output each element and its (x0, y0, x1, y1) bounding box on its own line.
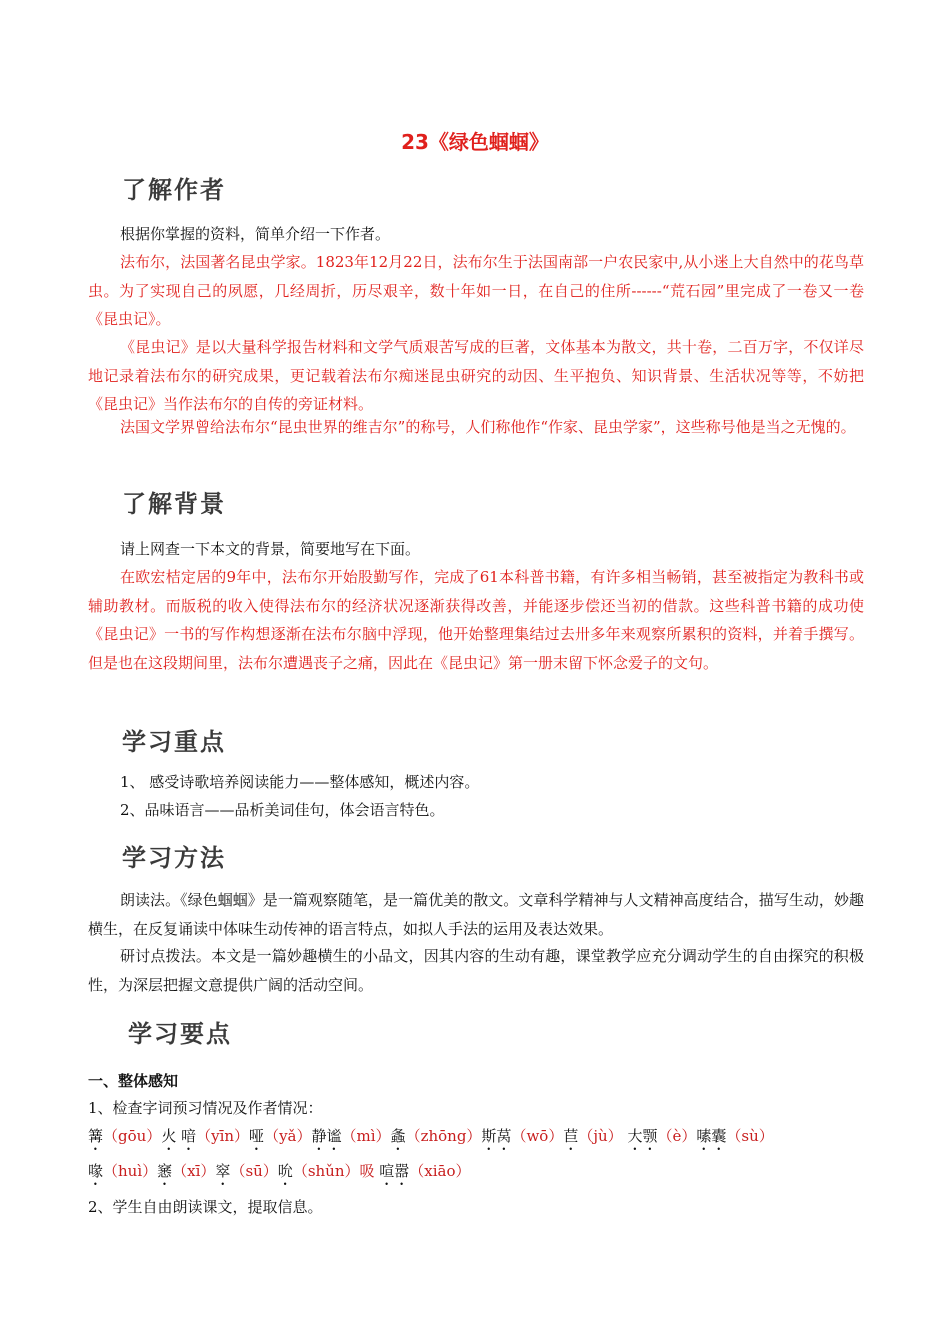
vocab-pinyin: （yīn） (196, 1127, 250, 1145)
vocab-pinyin: （sù） (726, 1127, 774, 1145)
vocab-char: 嗉 (696, 1127, 712, 1145)
method-paragraph-1: 朗读法。《绿色蝈蝈》是一篇观察随笔，是一篇优美的散文。文章科学精神与人文精神高度结合，描写生动，妙趣横生，在反复诵读中体味生动传神的语言特点，如拟人手法的运用及表达效果。 (88, 891, 864, 938)
vocab-pinyin: （wō） (511, 1127, 564, 1145)
author-paragraph-2: 《昆虫记》是以大量科学报告材料和文学气质艰苦写成的巨著，文体基本为散文，共十卷，二百万字，不仅详尽地记录着法布尔的研究成果，更记载着法布尔痴迷昆虫研究的动因、生平抱负、知识背景、生活状况等等，不妨把《昆虫记》当作法布尔的自传的旁证材料。 (88, 338, 864, 413)
vocab-line-1 (88, 1125, 774, 1154)
vocab-char: 嚣 (394, 1162, 410, 1180)
vocab-char: 火 (161, 1127, 182, 1145)
points-item-2: 2、学生自由朗读课文，提取信息。 (88, 1198, 323, 1216)
vocab-pinyin: （shǔn）吸 (292, 1162, 380, 1180)
vocab-char: 谧 (326, 1127, 342, 1145)
vocab-char: 囊 (711, 1127, 727, 1145)
vocab-char: 螽 (390, 1127, 406, 1145)
vocab-char: 篝 (88, 1127, 104, 1145)
vocab-char: 大 (627, 1127, 643, 1145)
author-paragraph-3: 法国文学界曾给法布尔“昆虫世界的维吉尔”的称号，人们称他作“作家、昆虫学家”，这些称号他是当之无愧的。 (120, 418, 856, 436)
vocab-pinyin: （zhōng） (405, 1127, 482, 1145)
vocab-pinyin: （xī） (172, 1162, 216, 1180)
vocab-char: 窸 (157, 1162, 173, 1180)
heading-points: 学习要点 (128, 1019, 232, 1048)
vocab-pinyin: （gōu） (103, 1127, 162, 1145)
vocab-char: 斯 (481, 1127, 497, 1145)
vocab-char: 哑 (249, 1127, 265, 1145)
vocab-char: 苣 (563, 1127, 579, 1145)
focus-item-2: 2、品味语言——品析美词佳句，体会语言特色。 (120, 801, 445, 819)
vocab-char: 颚 (642, 1127, 658, 1145)
vocab-pinyin: （huì） (103, 1162, 158, 1180)
section-overall-perception: 一、整体感知 (88, 1072, 179, 1090)
heading-author: 了解作者 (122, 175, 226, 204)
heading-focus: 学习重点 (122, 727, 226, 756)
background-paragraph: 在欧宏桔定居的9年中，法布尔开始股勤写作，完成了61本科普书籍，有许多相当畅销，甚至被指定为教科书或辅助教材。而版税的收入使得法布尔的经济状况逐渐获得改善，并能逐步偿还当初的借款。这些科普书籍的成功使《昆虫记》一书的写作构想逐渐在法布尔脑中浮现，他开始整理集结过去卅多年来观察所累积的资料，并着手撰写。但是也在这段期间里，法布尔遭遇丧子之痛，因此在《昆虫记》第一册末留下怀念爱子的文句。 (88, 568, 864, 672)
vocab-pinyin: （è） (657, 1127, 697, 1145)
method-paragraph-2: 研讨点拨法。本文是一篇妙趣横生的小品文，因其内容的生动有趣，课堂教学应充分调动学生的自由探究的积极性，为深层把握文意提供广阔的活动空间。 (88, 947, 864, 994)
vocab-char: 窣 (215, 1162, 231, 1180)
vocab-char: 吮 (277, 1162, 293, 1180)
vocab-char: 喧 (379, 1162, 395, 1180)
vocab-line-2 (88, 1160, 471, 1189)
focus-item-1: 1、 感受诗歌培养阅读能力——整体感知，概述内容。 (120, 773, 480, 791)
author-prompt: 根据你掌握的资料，简单介绍一下作者。 (120, 225, 391, 243)
vocab-pinyin: （mì） (341, 1127, 391, 1145)
vocab-pinyin: （sū） (230, 1162, 278, 1180)
vocab-pinyin: （xiāo） (409, 1162, 471, 1180)
vocab-pinyin: （yǎ） (264, 1127, 312, 1145)
background-prompt: 请上网查一下本文的背景，简要地写在下面。 (120, 540, 421, 558)
vocab-pinyin: （jù） (578, 1127, 628, 1145)
document-title: 23《绿色蝈蝈》 (401, 130, 549, 154)
vocab-char: 喙 (88, 1162, 104, 1180)
heading-background: 了解背景 (122, 489, 226, 518)
vocab-char: 莴 (496, 1127, 512, 1145)
author-paragraph-1: 法布尔，法国著名昆虫学家。1823年12月22日，法布尔生于法国南部一户农民家中,从小迷上大自然中的花鸟草虫。为了实现自己的夙愿，几经周折，历尽艰辛，数十年如一日，在自己的住所------“荒石园”里完成了一卷又一卷《昆虫记》。 (88, 253, 864, 328)
heading-method: 学习方法 (122, 843, 226, 872)
points-item-1: 1、检查字词预习情况及作者情况： (88, 1099, 323, 1117)
vocab-char: 静 (311, 1127, 327, 1145)
vocab-char: 喑 (181, 1127, 197, 1145)
